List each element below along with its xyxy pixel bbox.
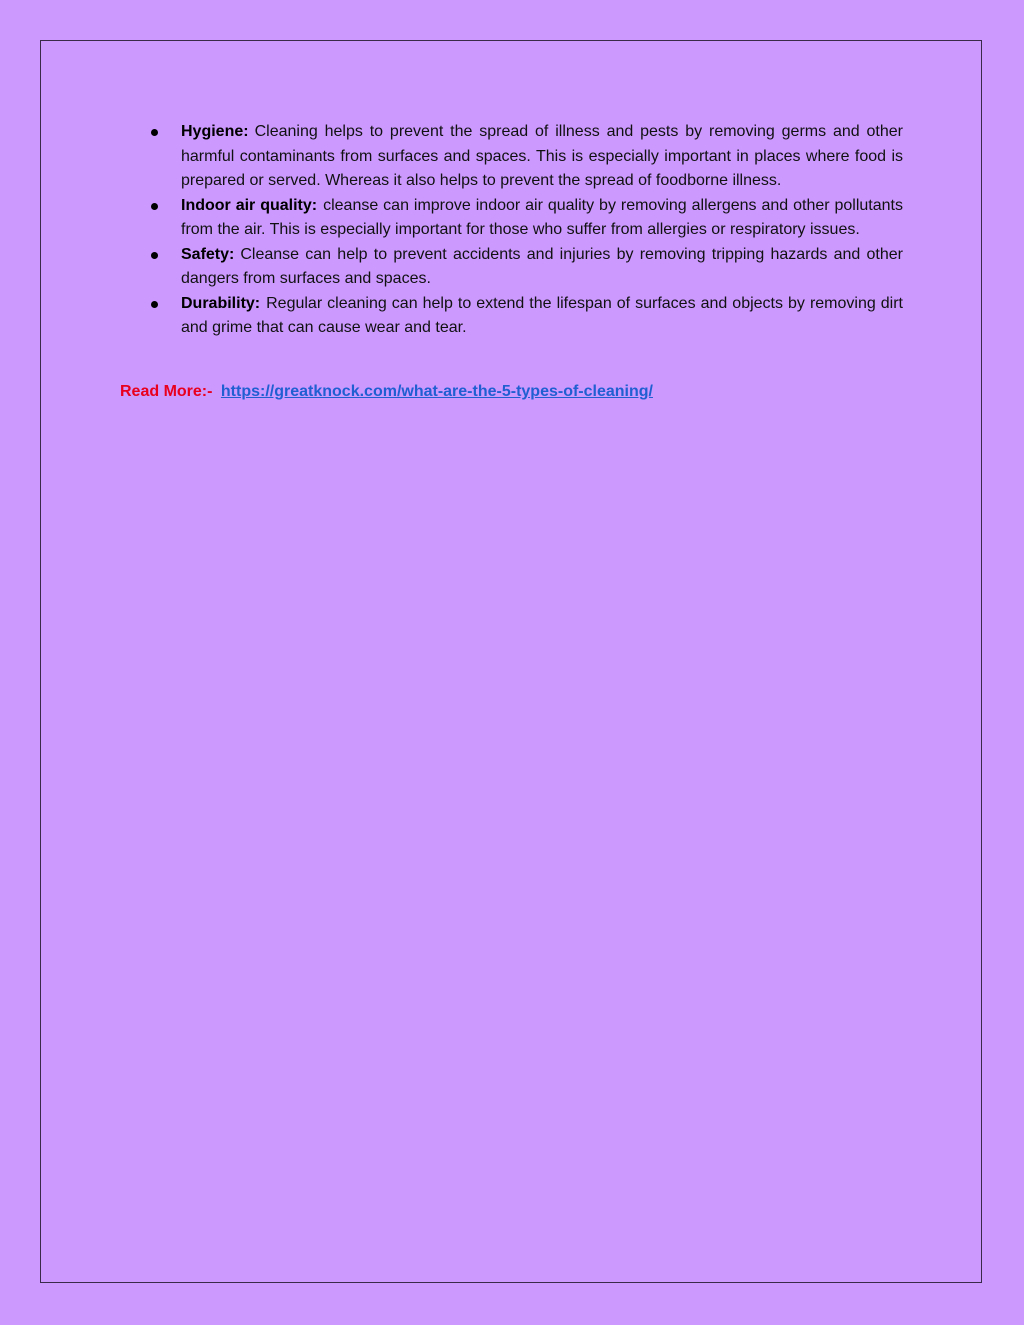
bullet-icon — [151, 252, 158, 259]
list-item-durability — [181, 292, 903, 341]
bullet-icon — [151, 203, 158, 210]
text-hygiene: Cleaning helps to prevent the spread of illness and pests by removing germs and other harmful contaminants from surfaces and spaces. This is especially important in places where food is prepared or served. Whereas it also helps to prevent the spread of foodborne illness. — [181, 123, 903, 189]
list-item-hygiene — [181, 120, 903, 194]
read-more-label: Read More:- — [120, 383, 213, 400]
read-more-line — [120, 380, 653, 404]
benefits-list — [181, 120, 903, 341]
bullet-icon — [151, 301, 158, 308]
term-durability: Durability: — [181, 294, 261, 312]
term-hygiene: Hygiene: — [181, 123, 249, 140]
list-item-safety — [181, 243, 903, 292]
text-durability: Regular cleaning can help to extend the lifespan of surfaces and objects by removing dirt and grime that can cause wear and tear. — [181, 294, 903, 336]
term-indoor-air-quality: Indoor air quality: — [181, 196, 318, 214]
term-safety: Safety: — [181, 245, 235, 263]
text-safety: Cleanse can help to prevent accidents and injuries by removing tripping hazards and other dangers from surfaces and spaces. — [181, 245, 903, 287]
text-indoor-air-quality: cleanse can improve indoor air quality by removing allergens and other pollutants from the air. This is especially important for those who suffer from allergies or respiratory issues. — [181, 196, 903, 238]
read-more-link[interactable]: https://greatknock.com/what-are-the-5-types-of-cleaning/ — [220, 383, 653, 400]
list-item-indoor-air-quality — [181, 194, 903, 243]
bullet-icon — [151, 129, 158, 136]
